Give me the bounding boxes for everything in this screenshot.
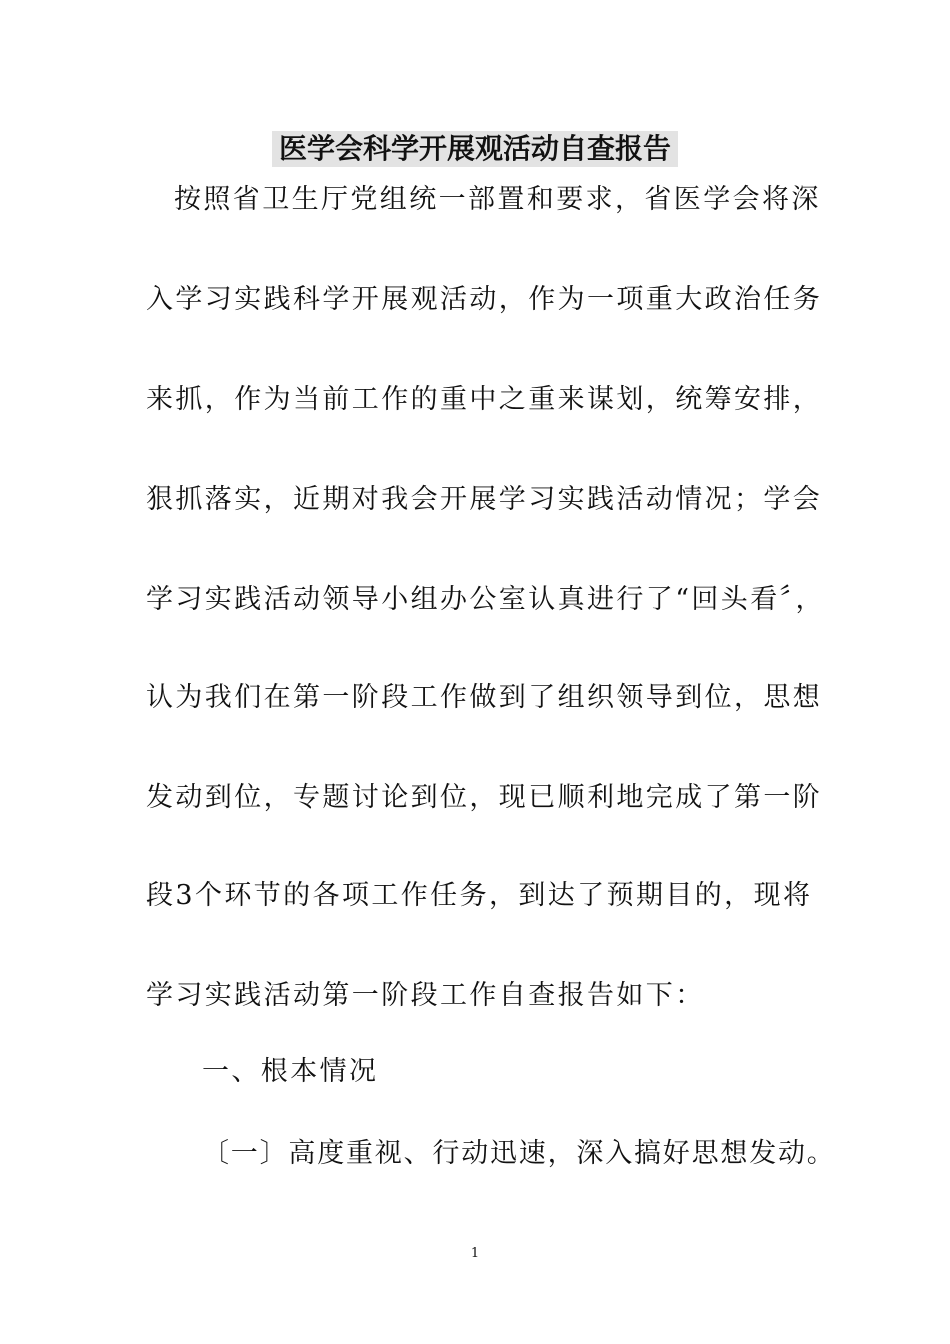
section-heading: 一、根本情况 — [202, 1056, 379, 1087]
paragraph-line: 狠抓落实，近期对我会开展学习实践活动情况；学会 — [146, 484, 823, 515]
paragraph-line: 按照省卫生厅党组统一部置和要求，省医学会将深 — [174, 184, 821, 215]
paragraph-line: 学习实践活动领导小组办公室认真进行了“回头看〞， — [146, 584, 825, 615]
paragraph-line: 认为我们在第一阶段工作做到了组织领导到位，思想 — [146, 682, 823, 713]
paragraph-line: 来抓，作为当前工作的重中之重来谋划，统筹安排， — [146, 384, 823, 415]
subsection-heading: 〔一〕高度重视、行动迅速，深入搞好思想发动。 — [202, 1138, 836, 1169]
document-title: 医学会科学开展观活动自查报告 — [272, 131, 678, 167]
paragraph-line: 发动到位，专题讨论到位，现已顺利地完成了第一阶 — [146, 782, 823, 813]
paragraph-line: 学习实践活动第一阶段工作自查报告如下： — [146, 980, 705, 1011]
paragraph-line: 段3个环节的各项工作任务，到达了预期目的，现将 — [146, 880, 813, 911]
paragraph-line: 入学习实践科学开展观活动，作为一项重大政治任务 — [146, 284, 823, 315]
page-number: 1 — [470, 1246, 480, 1261]
